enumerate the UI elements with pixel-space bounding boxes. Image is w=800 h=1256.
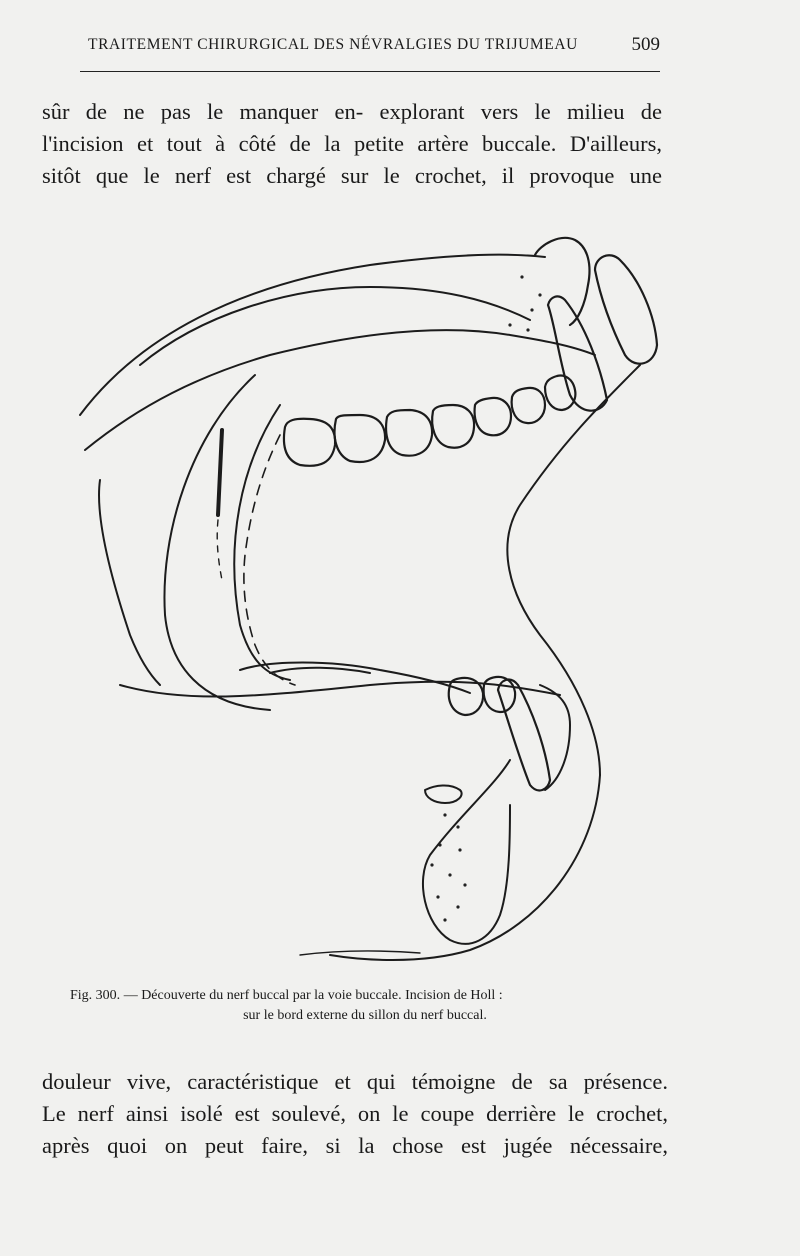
mouth-illustration [40, 215, 680, 975]
caption-line-1 [70, 986, 660, 1006]
running-title: TRAITEMENT CHIRURGICAL DES NÉVRALGIES DU TRIJUMEAU [88, 36, 578, 53]
inner-cheek-curve [164, 375, 270, 710]
text-line: douleur vive, caractéristique et qui témoigne de sa présence. [42, 1069, 668, 1094]
mucosa-dots [430, 275, 541, 921]
text-line: l'incision et tout à côté de la petite artère buccale. D'ailleurs, [42, 131, 662, 156]
caption-line-2: sur le bord externe du sillon du nerf buccal. [243, 1008, 487, 1023]
mucosa-curve [234, 405, 290, 680]
figure-caption [70, 986, 660, 1026]
paragraph-top [42, 96, 662, 192]
right-profile [507, 365, 640, 775]
paragraph-bottom [42, 1066, 668, 1162]
header-rule [80, 71, 660, 72]
upper-lip-outline [80, 255, 545, 415]
text-line: Le nerf ainsi isolé est soulevé, on le coupe derrière le crochet, [42, 1101, 668, 1126]
lower-lip-fragment [423, 760, 510, 944]
chin-profile [330, 775, 600, 960]
lower-lip-outline [120, 682, 560, 697]
figure-label: Fig. 300. [70, 988, 121, 1003]
upper-inner-outline [140, 287, 530, 365]
nerve-buccal-dash [217, 520, 222, 580]
lower-incisor [540, 685, 570, 790]
nerve-buccal-line [218, 430, 222, 515]
incision-dashed-line [244, 435, 295, 685]
text-line: après quoi on peut faire, si la chose est jugée nécessaire, [42, 1133, 668, 1158]
left-cheek-line [99, 480, 160, 685]
caption-text-1: — Découverte du nerf buccal par la voie buccale. Incision de Holl : [123, 988, 503, 1003]
page-header [80, 34, 660, 58]
sublingual-fold [270, 668, 370, 673]
figure-illustration [40, 215, 680, 975]
text-line: sûr de ne pas le manquer en- explorant vers le milieu de [42, 99, 662, 124]
page-number: 509 [631, 34, 660, 55]
tongue-outline [240, 663, 470, 694]
upper-teeth [284, 238, 657, 466]
text-line: sitôt que le nerf est chargé sur le crochet, il provoque une [42, 163, 662, 188]
frenulum [425, 785, 462, 803]
bottom-flourish [300, 951, 420, 955]
